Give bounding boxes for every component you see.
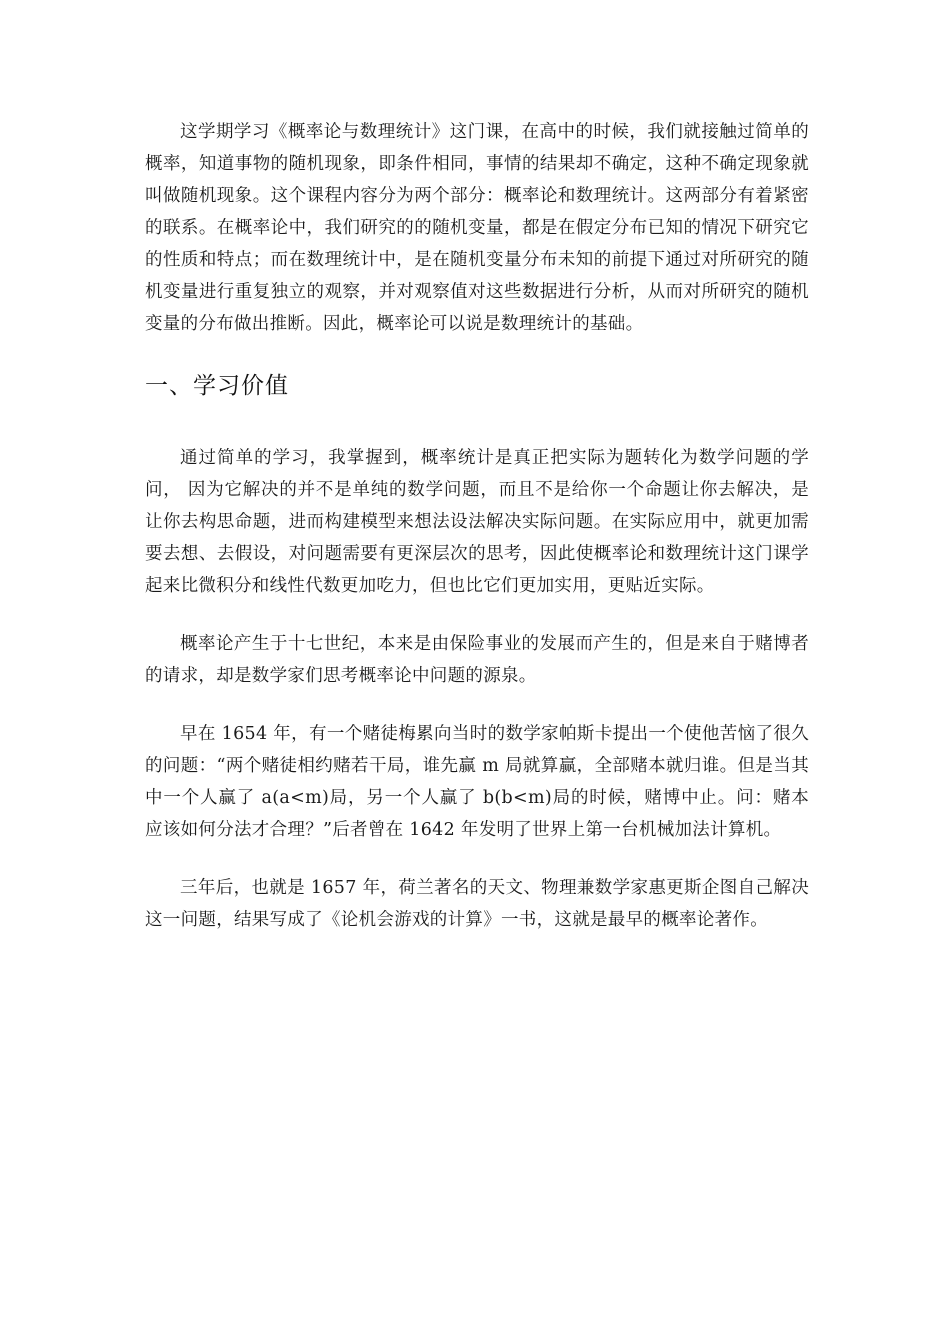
body-paragraph-2: 概率论产生于十七世纪，本来是由保险事业的发展而产生的，但是来自于赌博者的请求，却是数学家们思考概率论中问题的源泉。 — [145, 634, 809, 686]
spacer — [145, 846, 809, 872]
body-paragraph-1: 通过简单的学习，我掌握到，概率统计是真正把实际为题转化为数学问题的学问， 因为它解决的并不是单纯的数学问题，而且不是给你一个命题让你去解决，是让你去构思命题，进而构建模型来想法设法解决实际问题。在实际应用中，就更加需要去想、去假设，对问题需要有更深层次的思考，因此使概率论和数理统计这门课学起来比微积分和线性代数更加吃力，但也比它们更加实用，更贴近实际。 — [145, 448, 809, 596]
document-body — [145, 116, 809, 936]
spacer — [145, 602, 809, 628]
spacer — [145, 692, 809, 718]
body-paragraph-4: 三年后，也就是 1657 年，荷兰著名的天文、物理兼数学家惠更斯企图自己解决这一问题，结果写成了《论机会游戏的计算》一书，这就是最早的概率论著作。 — [145, 878, 809, 930]
spacer — [145, 402, 809, 442]
spacer — [145, 340, 809, 370]
body-paragraph-3: 早在 1654 年，有一个赌徒梅累向当时的数学家帕斯卡提出一个使他苦恼了很久的问题：“两个赌徒相约赌若干局，谁先赢 m 局就算赢，全部赌本就归谁。但是当其中一个人赢了 a(a<m)局，另一个人赢了 b(b<m)局的时候，赌博中止。问：赌本应该如何分法才合理？”后者曾在 1642 年发明了世界上第一台机械加法计算机。 — [145, 724, 809, 840]
intro-paragraph: 这学期学习《概率论与数理统计》这门课，在高中的时候，我们就接触过简单的概率，知道事物的随机现象，即条件相同，事情的结果却不确定，这种不确定现象就叫做随机现象。这个课程内容分为两个部分：概率论和数理统计。这两部分有着紧密的联系。在概率论中，我们研究的的随机变量，都是在假定分布已知的情况下研究它的性质和特点；而在数理统计中，是在随机变量分布未知的前提下通过对所研究的随机变量进行重复独立的观察，并对观察值对这些数据进行分析，从而对所研究的随机变量的分布做出推断。因此，概率论可以说是数理统计的基础。 — [145, 122, 809, 334]
section-heading: 一、学习价值 — [145, 373, 289, 399]
